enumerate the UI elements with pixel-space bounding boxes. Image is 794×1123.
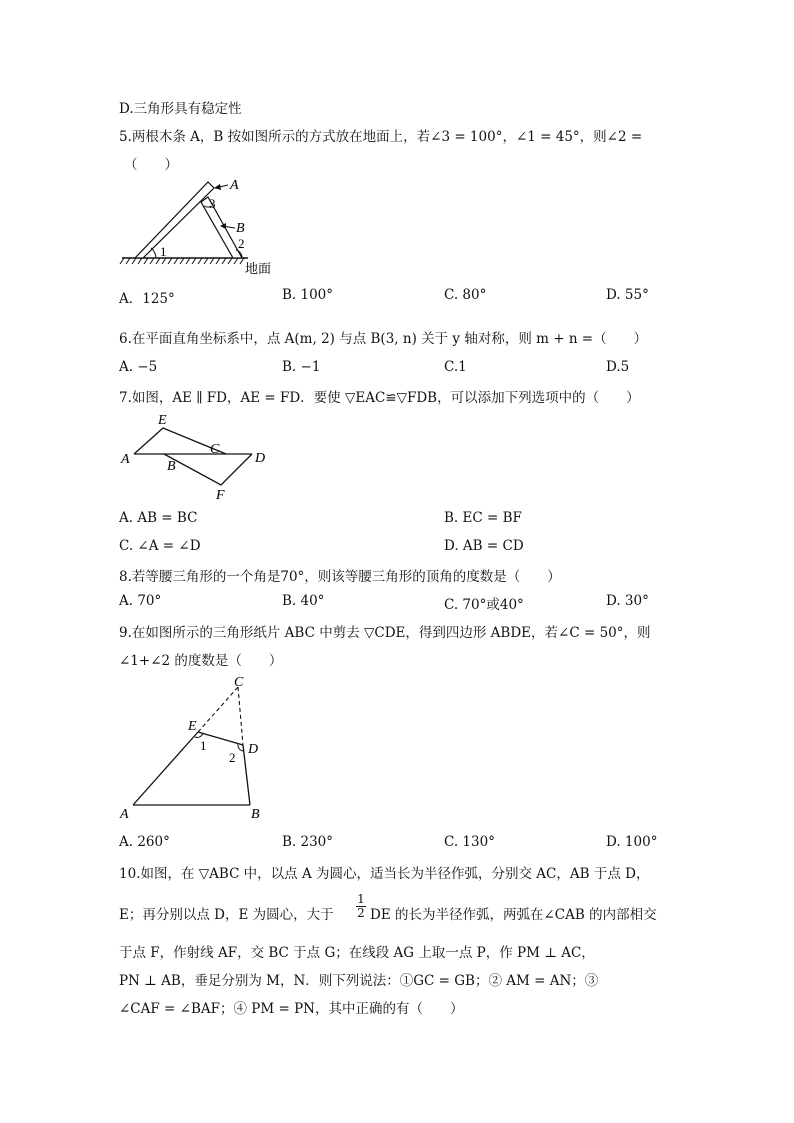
q6-option-b[interactable]: B. −1 <box>282 359 321 375</box>
q8-option-a[interactable]: A. 70° <box>119 593 162 609</box>
fig5-angle-1: 1 <box>160 244 167 259</box>
fig9-angle-2: 2 <box>229 750 236 765</box>
question-10-text-4: PN ⊥ AB，垂足分别为 M，N．则下列说法：①GC = GB；② AM = AN；③ <box>119 973 599 989</box>
fig9-label-e: E <box>188 719 197 734</box>
question-10-text-1: 10.如图，在 ▽ABC 中，以点 A 为圆心，适当长为半径作弧，分别交 AC，AB 于点 D， <box>119 866 650 882</box>
fig7-label-e: E <box>158 413 167 428</box>
fig9-angle-1: 1 <box>200 738 207 753</box>
fig5-label-b: B <box>236 221 245 236</box>
q5-option-d[interactable]: D. 55° <box>606 287 649 303</box>
question-6-text: 6.在平面直角坐标系中，点 A(m, 2) 与点 B(3, n) 关于 y 轴对称，则 m + n =（ ） <box>119 331 648 347</box>
fig7-label-a: A <box>121 452 130 467</box>
fig9-label-a: A <box>120 807 129 822</box>
q6-option-c[interactable]: C.1 <box>444 359 467 375</box>
q6-option-a[interactable]: A. −5 <box>119 359 158 375</box>
fig5-angle-3: 3 <box>209 196 216 211</box>
fig7-label-b: B <box>167 459 176 474</box>
question-10-text-3: 于点 F，作射线 AF，交 BC 于点 G；在线段 AG 上取一点 P，作 PM ⊥ AC， <box>119 945 595 961</box>
q8-option-c[interactable]: C. 70°或40° <box>444 597 524 613</box>
fraction-numerator: 1 <box>357 892 365 906</box>
figure-q5-sticks <box>118 176 288 276</box>
question-9-text-2: ∠1+∠2 的度数是（ ） <box>119 653 283 669</box>
figure-q7-triangles <box>118 408 278 504</box>
fig5-label-a: A <box>230 178 239 193</box>
q5-option-c[interactable]: C. 80° <box>444 287 487 303</box>
question-8-text: 8.若等腰三角形的一个角是70°，则该等腰三角形的顶角的度数是（ ） <box>119 569 561 585</box>
q9-option-b[interactable]: B. 230° <box>282 834 334 850</box>
q5-option-b[interactable]: B. 100° <box>282 287 334 303</box>
question-10-text-5: ∠CAF = ∠BAF；④ PM = PN，其中正确的有（ ） <box>119 1001 464 1017</box>
question-5-text: 5.两根木条 A，B 按如图所示的方式放在地面上，若∠3 = 100°，∠1 = 45°，则∠2 = <box>119 129 643 145</box>
q9-option-d[interactable]: D. 100° <box>606 834 658 850</box>
q8-option-d[interactable]: D. 30° <box>606 593 649 609</box>
q9-option-a[interactable]: A. 260° <box>119 834 170 850</box>
q7-option-c[interactable]: C. ∠A = ∠D <box>119 538 201 554</box>
figure-q9-triangle <box>118 672 278 822</box>
q8-option-b[interactable]: B. 40° <box>282 593 325 609</box>
fig7-label-d: D <box>255 451 266 466</box>
question-10-text-2b: DE 的长为半径作弧，两弧在∠CAB 的内部相交 <box>370 907 657 923</box>
question-7-text: 7.如图，AE ∥ FD，AE = FD．要使 ▽EAC≌▽FDB，可以添加下列选项中的（ ） <box>119 390 640 406</box>
question-9-text: 9.在如图所示的三角形纸片 ABC 中剪去 ▽CDE，得到四边形 ABDE，若∠C = 50°，则 <box>119 625 651 641</box>
fig7-label-c: C <box>210 442 220 457</box>
q9-option-c[interactable]: C. 130° <box>444 834 495 850</box>
q7-option-d[interactable]: D. AB = CD <box>444 538 524 554</box>
fig5-ground-label: 地面 <box>245 262 272 276</box>
fig9-label-d: D <box>248 742 259 757</box>
fraction-denominator: 2 <box>357 906 365 920</box>
q5-option-a[interactable]: A．125° <box>119 291 175 307</box>
q7-option-b[interactable]: B. EC = BF <box>444 510 522 526</box>
fig9-label-c: C <box>234 675 244 690</box>
fig9-label-b: B <box>251 807 260 822</box>
question-5-paren: （ ） <box>124 157 178 173</box>
question-10-text-2a: E；再分别以点 D，E 为圆心，大于 <box>119 907 334 923</box>
fraction-one-half <box>354 893 368 920</box>
option-d-text: D.三角形具有稳定性 <box>119 101 242 117</box>
q7-option-a[interactable]: A. AB = BC <box>119 510 198 526</box>
fig5-angle-2: 2 <box>238 236 245 251</box>
fig7-label-f: F <box>216 488 225 503</box>
q6-option-d[interactable]: D.5 <box>606 359 630 375</box>
